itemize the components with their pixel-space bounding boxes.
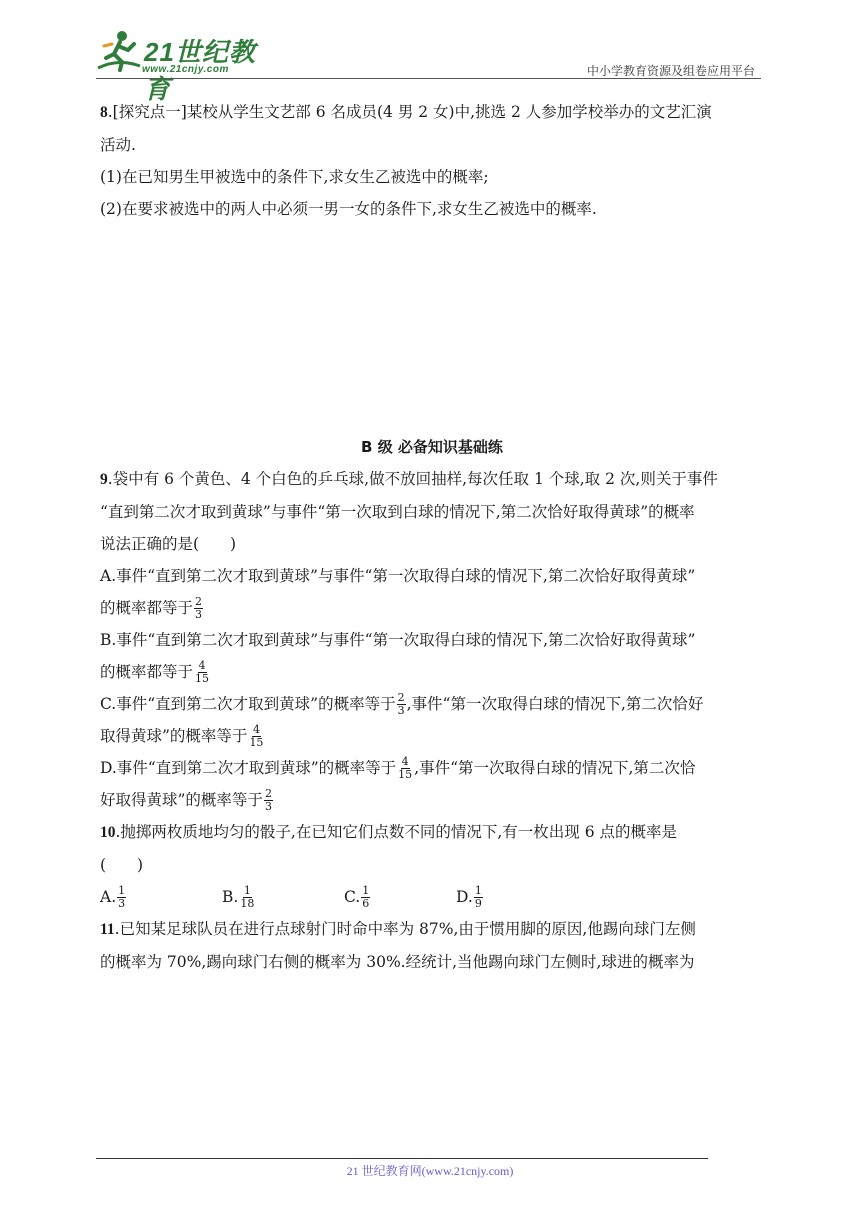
q8-line2: 活动.: [100, 136, 136, 154]
q9-option-b-line1: B.事件“直到第二次才取到黄球”与事件“第一次取得白球的情况下,第二次恰好取得黄球”: [100, 631, 696, 649]
q10-number: 10: [100, 824, 116, 841]
frac-den: 3: [397, 703, 405, 717]
footer-divider: [96, 1158, 708, 1159]
q11-line1: .已知某足球队员在进行点球射门时命中率为 87%,由于惯用脚的原因,他踢向球门左侧: [114, 920, 696, 938]
fraction-4-15: [397, 756, 413, 781]
frac-den: 15: [195, 671, 210, 685]
q9-c-text-a: C.事件“直到第二次才取到黄球”的概率等于: [100, 695, 396, 713]
frac-den: 15: [249, 735, 264, 749]
q10-options: [100, 881, 764, 913]
answer-space: [100, 225, 764, 431]
frac-num: 4: [198, 658, 206, 672]
section-title: B 级 必备知识基础练: [361, 438, 503, 456]
q11-line2: 的概率为 70%,踢向球门右侧的概率为 30%.经统计,当他踢向球门左侧时,球进的概率为: [100, 953, 695, 971]
logo-url: www.21cnjy.com: [142, 64, 229, 75]
frac-den: 3: [118, 896, 126, 910]
option-fraction: [361, 885, 370, 910]
frac-den: 15: [398, 767, 413, 781]
q8-sub2: (2)在要求被选中的两人中必须一男一女的条件下,求女生乙被选中的概率.: [100, 200, 597, 218]
question-8: [100, 96, 764, 225]
q9-option-a-line1: A.事件“直到第二次才取到黄球”与事件“第一次取得白球的情况下,第二次恰好取得黄球”: [100, 567, 696, 585]
q9-d-text-b: ,事件“第一次取得白球的情况下,第二次恰: [414, 759, 696, 777]
q9-option-d-line1: [100, 752, 764, 784]
logo-text: 21世纪教育: [144, 37, 256, 104]
q9-a-text: 的概率都等于: [100, 599, 194, 617]
q11-stem: [100, 913, 764, 946]
frac-num: 2: [397, 690, 405, 704]
option-label: D.: [456, 888, 473, 906]
option-label: A.: [100, 888, 117, 906]
q9-b-text: 的概率都等于: [100, 663, 194, 681]
document-body: [100, 96, 764, 978]
frac-den: 6: [362, 896, 370, 910]
fraction-4-15: [248, 724, 264, 749]
logo: [92, 28, 262, 104]
q8-sub1: (1)在已知男生甲被选中的条件下,求女生乙被选中的概率;: [100, 168, 489, 186]
platform-title: 中小学教育资源及组卷应用平台: [586, 64, 755, 78]
header-divider: [96, 78, 761, 79]
page-header: [0, 0, 860, 104]
option-fraction: [117, 885, 126, 910]
frac-den: 3: [195, 607, 203, 621]
frac-num: 1: [243, 883, 251, 897]
q10-option-d: [456, 881, 578, 913]
frac-den: 3: [264, 799, 272, 813]
frac-num: 4: [252, 722, 260, 736]
q11-number: 11: [100, 921, 115, 938]
footer-text: 21 世纪教育网(www.21cnjy.com): [346, 1164, 514, 1178]
q9-option-d-line2: [100, 784, 764, 816]
fraction-2-3: [264, 788, 273, 813]
q10-option-c: [344, 881, 456, 913]
question-10: [100, 816, 764, 913]
q9-option-c-line2: [100, 720, 764, 752]
q10-stem: [100, 816, 764, 849]
frac-num: 2: [195, 594, 203, 608]
option-fraction: [239, 885, 255, 910]
q9-option-a-line2: [100, 592, 764, 624]
question-11: [100, 913, 764, 978]
q9-c-text-c: 取得黄球”的概率等于: [100, 727, 248, 745]
q9-option-b-line2: [100, 656, 764, 688]
q10-line2: ( ): [100, 856, 144, 874]
q9-d-text-a: D.事件“直到第二次才取到黄球”的概率等于: [100, 759, 397, 777]
q8-number: 8: [100, 104, 108, 121]
q9-d-text-c: 好取得黄球”的概率等于: [100, 791, 263, 809]
q9-line2: “直到第二次才取到黄球”与事件“第一次取到白球的情况下,第二次恰好取得黄球”的概率: [100, 503, 695, 521]
q9-line3: 说法正确的是( ): [100, 535, 237, 553]
q8-line1: .[探究点一]某校从学生文艺部 6 名成员(4 男 2 女)中,挑选 2 人参加学校举办的文艺汇演: [107, 103, 712, 121]
q9-stem: [100, 463, 764, 496]
q9-c-text-b: ,事件“第一次取得白球的情况下,第二次恰好: [406, 695, 704, 713]
fraction-2-3: [194, 596, 203, 621]
frac-num: 1: [118, 883, 126, 897]
fraction-2-3: [397, 692, 406, 717]
frac-den: 18: [240, 896, 255, 910]
q10-option-b: [222, 881, 344, 913]
q9-line1: .袋中有 6 个黄色、4 个白色的乒乓球,做不放回抽样,每次任取 1 个球,取 2 次,则关于事件: [107, 470, 718, 488]
frac-num: 1: [474, 883, 482, 897]
frac-num: 2: [264, 786, 272, 800]
q8-stem: [100, 96, 764, 129]
option-label: C.: [344, 888, 361, 906]
frac-num: 1: [362, 883, 370, 897]
question-9: [100, 463, 764, 816]
q10-option-a: [100, 881, 222, 913]
runner-logo-icon: [92, 28, 144, 74]
frac-num: 4: [401, 754, 409, 768]
frac-den: 9: [474, 896, 482, 910]
q9-number: 9: [100, 471, 108, 488]
option-fraction: [474, 885, 483, 910]
option-label: B.: [222, 888, 239, 906]
q10-line1: .抛掷两枚质地均匀的骰子,在已知它们点数不同的情况下,有一枚出现 6 点的概率是: [115, 823, 677, 841]
fraction-4-15: [194, 660, 210, 685]
q9-option-c-line1: [100, 688, 764, 720]
